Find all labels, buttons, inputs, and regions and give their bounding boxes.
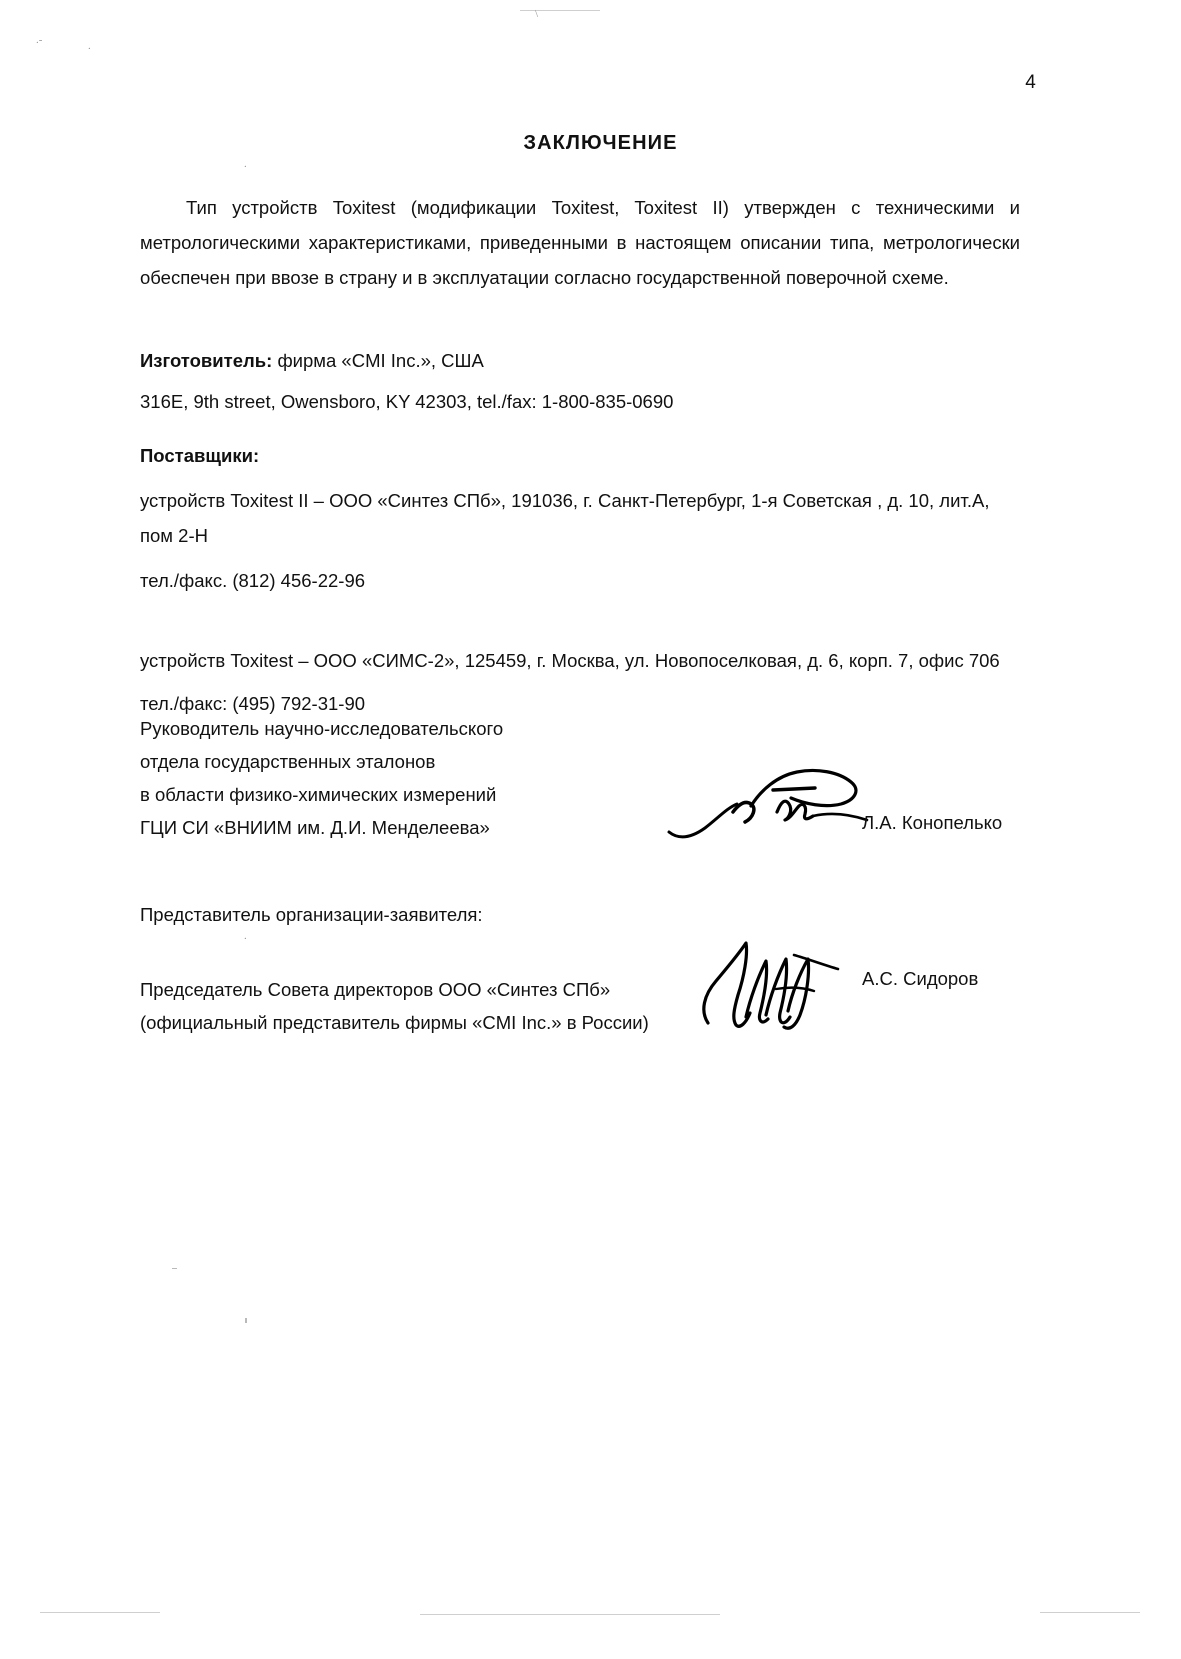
supplier-2-address: устройств Toxitest – ООО «СИМС-2», 125459, г. Москва, ул. Новопоселковая, д. 6, корп. 7, офис 706	[140, 650, 1000, 671]
scan-speck: \	[535, 8, 539, 20]
scan-artifact-bottom	[40, 1612, 160, 1613]
signer-2-title-line-1: Председатель Совета директоров ООО «Синтез СПб»	[140, 979, 611, 1000]
scan-artifact-bottom-2	[420, 1614, 720, 1615]
supplier-1-phone: тел./факс. (812) 456-22-96	[140, 570, 366, 591]
scan-artifact-top	[520, 10, 600, 11]
page-number: 4	[1025, 72, 1036, 93]
signer-1-title-line-3: в области физико-химических измерений	[140, 784, 497, 805]
page-title: ЗАКЛЮЧЕНИЕ	[523, 132, 678, 154]
manufacturer-address: 316E, 9th street, Owensboro, KY 42303, tel./fax: 1-800-835-0690	[140, 391, 674, 412]
scan-speck: .	[88, 40, 91, 52]
applicant-rep-intro: Представитель организации-заявителя:	[140, 904, 483, 925]
scan-speck	[245, 1318, 247, 1323]
conclusion-paragraph-block	[140, 190, 1020, 295]
scan-artifact-bottom-3	[1040, 1612, 1140, 1613]
signer-1-name: Л.А. Конопелько	[862, 812, 1003, 833]
scan-speck: .	[244, 930, 247, 942]
manufacturer-block	[140, 343, 1020, 419]
supplier-1-address-extra: пом 2-Н	[140, 525, 208, 546]
suppliers-block	[140, 438, 1020, 721]
signer-1-title-line-4: ГЦИ СИ «ВНИИМ им. Д.И. Менделеева»	[140, 817, 490, 838]
manufacturer-line	[140, 343, 1020, 378]
manufacturer-value: фирма «CMI Inc.», США	[277, 350, 484, 371]
signer-1-title-line-1: Руководитель научно-исследовательского	[140, 718, 504, 739]
signer-2-name: А.С. Сидоров	[862, 968, 979, 989]
signer-1-title-line-2: отдела государственных эталонов	[140, 751, 436, 772]
conclusion-paragraph: Тип устройств Toxitest (модификации Toxitest, Toxitest II) утвержден с техническими и метрологическими характеристиками, приведенными в настоящем описании типа, метрологически обеспечен при ввозе в страну и в эксплуатации согласно государственной поверочной схеме.	[140, 197, 1020, 288]
scan-speck: .	[244, 158, 247, 170]
supplier-2-phone: тел./факс: (495) 792-31-90	[140, 693, 366, 714]
scan-speck	[172, 1268, 177, 1269]
suppliers-heading: Поставщики:	[140, 445, 260, 466]
manufacturer-label: Изготовитель:	[140, 350, 273, 371]
supplier-1-address: устройств Toxitest II – ООО «Синтез СПб», 191036, г. Санкт-Петербург, 1-я Советская , д. 10, лит.А,	[140, 490, 990, 511]
signer-2-title-line-2: (официальный представитель фирмы «CMI Inc.» в России)	[140, 1012, 649, 1033]
scan-speck: .-	[36, 34, 43, 46]
